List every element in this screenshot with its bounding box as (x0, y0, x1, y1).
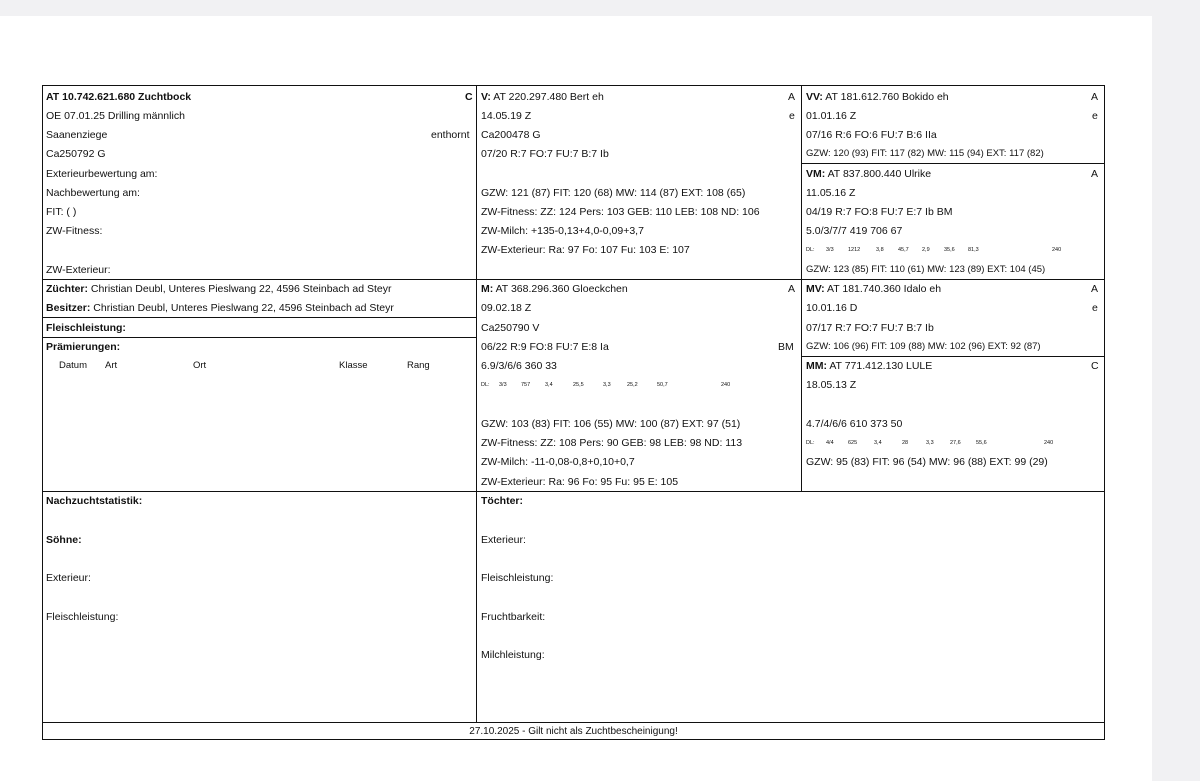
mm-grade: C (1091, 360, 1099, 372)
mv-name: MV: AT 181.740.360 Idalo eh (806, 283, 942, 295)
mv-grade: A (1091, 283, 1099, 295)
sire-name: V: AT 220.297.480 Bert eh (481, 91, 604, 103)
sons-exterior: Exterieur: (46, 572, 91, 584)
daughters-meat: Fleischleistung: (481, 572, 554, 584)
owner: Besitzer: Christian Deubl, Unteres Pieslwang 22, 4596 Steinbach ad Steyr (46, 302, 394, 314)
dam-name: M: AT 368.296.360 Gloeckchen (481, 283, 628, 295)
dam-exterior: 06/22 R:9 FO:8 FU:7 E:8 Ia (481, 341, 609, 353)
vv-name: VV: AT 181.612.760 Bokido eh (806, 91, 949, 103)
vv-birth: 01.01.16 Z (806, 110, 857, 122)
vv-flag: e (1092, 110, 1098, 122)
sire-zw-fitness: ZW-Fitness: ZZ: 124 Pers: 103 GEB: 110 LEB: 108 ND: 106 (481, 206, 760, 218)
vv-grade: A (1091, 91, 1099, 103)
mv-birth: 10.01.16 D (806, 302, 858, 314)
animal-fit: FIT: ( ) (46, 206, 77, 218)
animal-grade: C (465, 91, 473, 103)
divider-row1 (43, 279, 1104, 280)
dam-birth: 09.02.18 Z (481, 302, 532, 314)
animal-breed: Saanenziege (46, 129, 108, 141)
sons-meat: Fleischleistung: (46, 611, 119, 623)
divider-right (801, 86, 802, 491)
mm-birth: 18.05.13 Z (806, 379, 857, 391)
dam-bm: BM (778, 341, 794, 353)
animal-genotype: Ca250792 G (46, 148, 106, 160)
sire-grade: A (788, 91, 796, 103)
mv-flag: e (1092, 302, 1098, 314)
divider-owner (43, 317, 476, 318)
mv-gzw: GZW: 106 (96) FIT: 109 (88) MW: 102 (96) EXT: 92 (87) (806, 341, 1041, 352)
vm-lactation: 5.0/3/7/7 419 706 67 (806, 225, 903, 237)
divider-meat (43, 337, 476, 338)
re-eval: Nachbewertung am: (46, 187, 140, 199)
sire-gzw: GZW: 121 (87) FIT: 120 (68) MW: 114 (87) EXT: 108 (65) (481, 187, 746, 199)
vm-birth: 11.05.16 Z (806, 187, 856, 199)
vm-grade: A (1091, 168, 1099, 180)
daughters-title: Töchter: (481, 495, 523, 507)
divider-row2 (43, 491, 1104, 492)
animal-horn: enthornt (431, 129, 470, 141)
dam-zw-milk: ZW-Milch: -11-0,08-0,8+0,10+0,7 (481, 456, 635, 468)
animal-birth: OE 07.01.25 Drilling männlich (46, 110, 185, 122)
sire-zw-milk: ZW-Milch: +135-0,13+4,0-0,09+3,7 (481, 225, 644, 237)
sire-genotype: Ca200478 G (481, 129, 541, 141)
sire-zw-exterieur: ZW-Exterieur: Ra: 97 Fo: 107 Fu: 103 E: 107 (481, 244, 690, 256)
mv-exterior: 07/17 R:7 FO:7 FU:7 B:7 Ib (806, 322, 934, 334)
breeder: Züchter: Christian Deubl, Unteres Pieslwang 22, 4596 Steinbach ad Steyr (46, 283, 392, 295)
divider-footer (43, 722, 1104, 723)
animal-id: AT 10.742.621.680 Zuchtbock (46, 91, 192, 103)
vv-gzw: GZW: 120 (93) FIT: 117 (82) MW: 115 (94) EXT: 117 (82) (806, 148, 1044, 159)
footer-note: 27.10.2025 - Gilt nicht als Zuchtbescheinigung! (469, 726, 678, 737)
dam-grade: A (788, 283, 796, 295)
dam-zw-fitness: ZW-Fitness: ZZ: 108 Pers: 90 GEB: 98 LEB: 98 ND: 113 (481, 437, 743, 449)
awards-title: Prämierungen: (46, 341, 121, 353)
awards-col-date: Datum (59, 360, 87, 371)
daughters-exterior: Exterieur: (481, 534, 526, 546)
daughters-fertility: Fruchtbarkeit: (481, 611, 546, 623)
awards-col-class: Klasse (339, 360, 368, 371)
awards-col-type: Art (105, 360, 118, 371)
divider-vv-vm (801, 163, 1104, 164)
meat-performance: Fleischleistung: (46, 322, 126, 334)
mm-gzw: GZW: 95 (83) FIT: 96 (54) MW: 96 (88) EXT: 99 (29) (806, 456, 1048, 468)
divider-mv-mm (801, 356, 1104, 357)
vm-exterior: 04/19 R:7 FO:8 FU:7 E:7 Ib BM (806, 206, 953, 218)
awards-col-place: Ort (193, 360, 207, 371)
sons-title: Söhne: (46, 534, 82, 546)
dam-zw-exterieur: ZW-Exterieur: Ra: 96 Fo: 95 Fu: 95 E: 105 (481, 476, 679, 488)
stats-title: Nachzuchtstatistik: (46, 495, 143, 507)
mm-lactation: 4.7/4/6/6 610 373 50 (806, 418, 903, 430)
vm-name: VM: AT 837.800.440 Ulrike (806, 168, 932, 180)
animal-zw-fitness: ZW-Fitness: (46, 225, 103, 237)
vv-exterior: 07/16 R:6 FO:6 FU:7 B:6 IIa (806, 129, 937, 141)
dam-lactation: 6.9/3/6/6 360 33 (481, 360, 557, 372)
sire-exterior: 07/20 R:7 FO:7 FU:7 B:7 Ib (481, 148, 609, 160)
sire-flag: e (789, 110, 795, 122)
dam-gzw: GZW: 103 (83) FIT: 106 (55) MW: 100 (87) EXT: 97 (51) (481, 418, 741, 430)
awards-col-rank: Rang (407, 360, 430, 371)
exterior-eval: Exterieurbewertung am: (46, 168, 158, 180)
daughters-milk: Milchleistung: (481, 649, 545, 661)
divider-main (476, 86, 477, 722)
animal-zw-exterieur: ZW-Exterieur: (46, 264, 111, 276)
mm-name: MM: AT 771.412.130 LULE (806, 360, 933, 372)
vm-gzw: GZW: 123 (85) FIT: 110 (61) MW: 123 (89) EXT: 104 (45) (806, 264, 1046, 275)
sire-birth: 14.05.19 Z (481, 110, 532, 122)
pedigree-form: AT 10.742.621.680 Zuchtbock C OE 07.01.25 Drilling männlich Saanenziege enthornt Ca250792 G Exterieurbewertung am: Nachbewertung am: FIT: ( ) ZW-Fitness: ZW-Exterieur: Züchter: Christian Deubl, Unteres Pieslwang 22, 4596 Steinbach ad Steyr Besitzer: Christian Deubl, Unteres Pieslwang 22, 4596 Steinbach ad Steyr Fleischleistung: Prämierungen: Datum Art Ort Klasse Rang V: AT 220.297.480 Bert eh A 14.05.19 Z e Ca200478 G 07/20 R:7 FO:7 FU:7 B:7 Ib GZW: 121 (87) FIT: 120 (68) MW: 114 (87) EXT: 108 (65) ZW-Fitness: ZZ: 124 Pers: 103 GEB: 110 LEB: 108 ND: 106 ZW-Milch: +135-0,13+4,0-0,09+3,7 ZW-Exterieur: Ra: 97 Fo: 107 Fu: 103 E: 107 VV: AT 181.612.760 Bokido eh A 01.01.16 Z e 07/16 R:6 FO:6 FU:7 B:6 IIa GZW: 120 (93) FIT: 117 (82) MW: 115 (94) EXT: 117 (82) VM: AT 837.800.440 Ulrike A 11.05.16 Z 04/19 R:7 FO:8 FU:7 E:7 Ib BM 5.0/3/7/7 419 706 67 DL: 3/3 1212 3,8 45,7 2,9 35,6 81,3 240 GZW: 123 (85) FIT: 110 (61) MW: 123 (89) EXT: 104 (45) M: AT 368.296.360 Gloeckchen A 09.02.18 Z Ca250790 V 06/22 R:9 FO:8 FU:7 E:8 Ia BM 6.9/3/6/6 360 33 DL: 3/3 757 3,4 25,5 3,3 25,2 50,7 240 GZW: 103 (83) FIT: 106 (55) MW: 100 (87) EXT: 97 (51) ZW-Fitness: ZZ: 108 Pers: 90 GEB: 98 LEB: 98 ND: 113 ZW-Milch: -11-0,08-0,8+0,10+0,7 ZW-Exterieur: Ra: 96 Fo: 95 Fu: 95 E: 105 MV: AT 181.740.360 Idalo eh A 10.01.16 D e 07/17 R:7 FO:7 FU:7 B:7 Ib GZW: 106 (96) FIT: 109 (88) MW: 102 (96) EXT: 92 (87) MM: AT 771.412.130 LULE C 18.05.13 Z 4.7/4/6/6 610 373 50 DL: 4/4 625 3,4 28 3,3 27,6 55,6 240 GZW: 95 (83) FIT: 96 (54) MW: 96 (88) EXT: 99 (29) Nachzuchtstatistik: Söhne: Exterieur: Fleischleistung: Töchter: Exterieur: Fleischleistung: Fruchtbarkeit: Milchleistung: 27.10.2025 - Gilt nicht als Zuchtbescheinigung! (42, 85, 1105, 740)
dam-genotype: Ca250790 V (481, 322, 540, 334)
